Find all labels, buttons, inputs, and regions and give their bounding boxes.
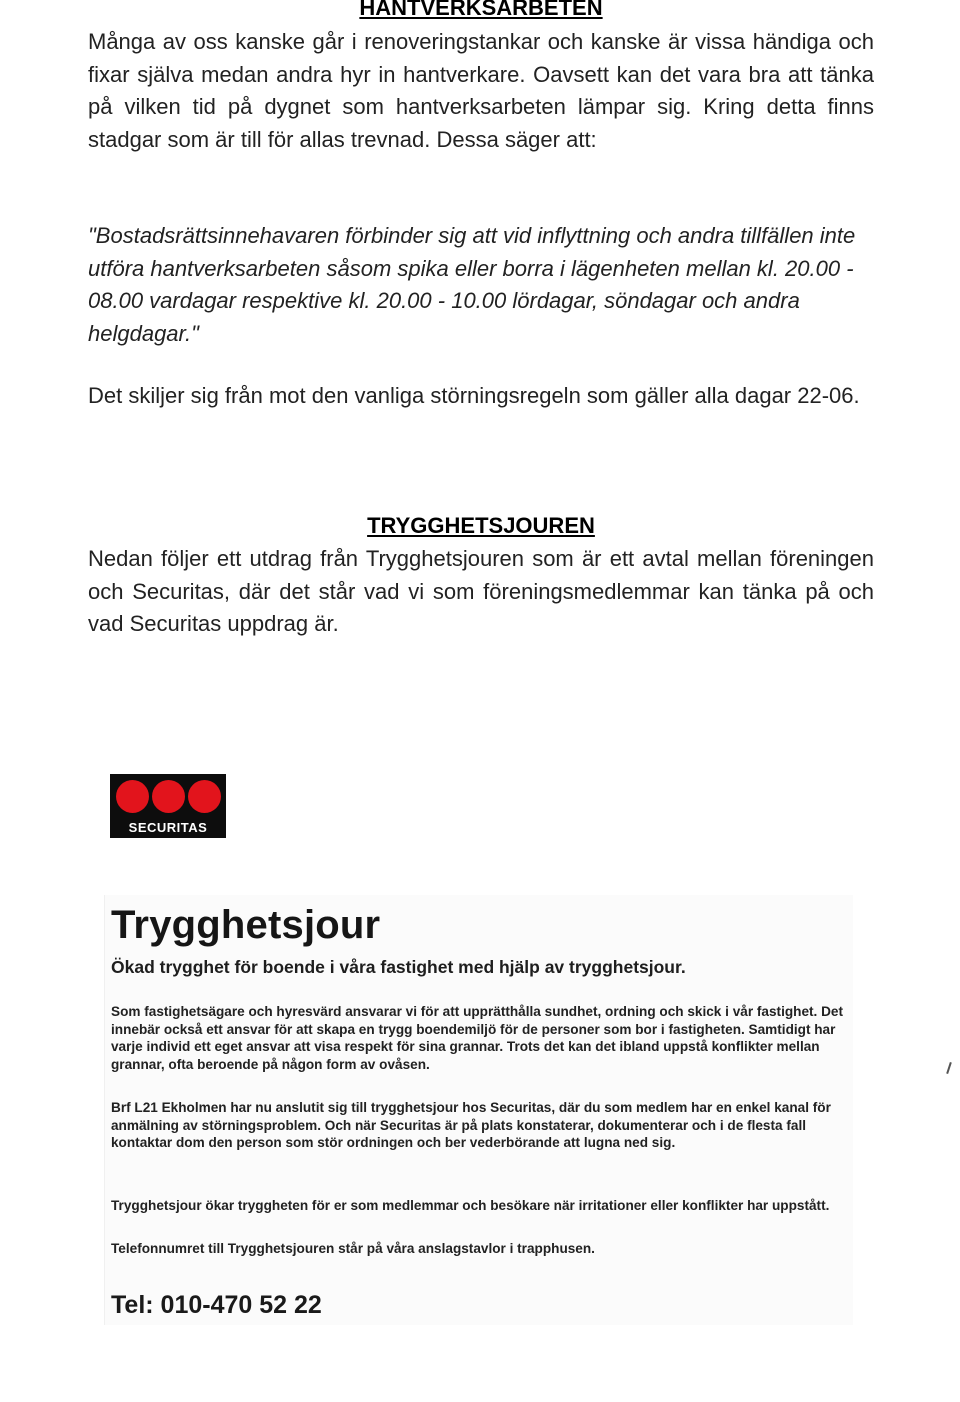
trygghetsjour-flyer [104, 895, 853, 1325]
heading-hantverksarbeten: HANTVERKSARBETEN [359, 0, 603, 20]
flyer-paragraph: Brf L21 Ekholmen har nu anslutit sig till trygghetsjour hos Securitas, där du som medlem har en enkel kanal för anmälning av störningsproblem. Och när Securitas är på plats konstaterar, dokumenterar och i de flesta fall kontaktar dom den person som stör ordningen och ber vederbörande att lugna ned sig. [111, 1100, 831, 1150]
disturbance-rule-note: Det skiljer sig från mot den vanliga störningsregeln som gäller alla dagar 22-06. [88, 383, 860, 408]
trygghetsjouren-paragraph: Nedan följer ett utdrag från Trygghetsjouren som är ett avtal mellan föreningen och Securitas, där det står vad vi som föreningsmedlemmar kan tänka på och vad Securitas uppdrag är. [88, 546, 874, 636]
intro-paragraph: Många av oss kanske går i renoveringstankar och kanske är vissa händiga och fixar själva medan andra hyr in hantverkare. Oavsett kan det vara bra att tänka på vilken tid på dygnet som hantverksarbeten lämpar sig. Kring detta finns stadgar som är till för allas trevnad. Dessa säger att: [88, 29, 874, 152]
logo-wordmark: SECURITAS [128, 820, 208, 835]
heading-trygghetsjouren: TRYGGHETSJOUREN [367, 513, 595, 538]
securitas-logo [110, 774, 226, 838]
logo-red-dot [116, 780, 149, 813]
scan-artifact [946, 1062, 952, 1074]
flyer-paragraph: Som fastighetsägare och hyresvärd ansvarar vi för att upprätthålla sundhet, ordning och skick i vår fastighet. Det innebär också ett ansvar för att skapa en trygg boendemiljö för de personer som bor i fastigheten. Samtidigt har varje individ ett eget ansvar att visa respekt för sina grannar. Trots det kan det ibland uppstå konflikter mellan grannar, ofta beroende på någon form av ovåsen. [111, 1004, 843, 1072]
flyer-subtitle: Ökad trygghet för boende i våra fastighet med hjälp av trygghetsjour. [111, 957, 686, 977]
statute-quote: "Bostadsrättsinnehavaren förbinder sig att vid inflyttning och andra tillfällen inte utföra hantverksarbeten såsom spika eller borra i lägenheten mellan kl. 20.00 - 08.00 vardagar respektive kl. 20.00 - 10.00 lördagar, söndagar och andra helgdagar." [88, 223, 856, 346]
flyer-title: Trygghetsjour [111, 903, 381, 947]
flyer-phone-number: Tel: 010-470 52 22 [111, 1291, 322, 1319]
flyer-paragraph: Trygghetsjour ökar tryggheten för er som medlemmar och besökare när irritationer eller konflikter har uppstått. [111, 1198, 830, 1213]
logo-red-dot [152, 780, 185, 813]
flyer-paragraph: Telefonnumret till Trygghetsjouren står på våra anslagstavlor i trapphusen. [111, 1241, 595, 1256]
logo-red-dot [188, 780, 221, 813]
